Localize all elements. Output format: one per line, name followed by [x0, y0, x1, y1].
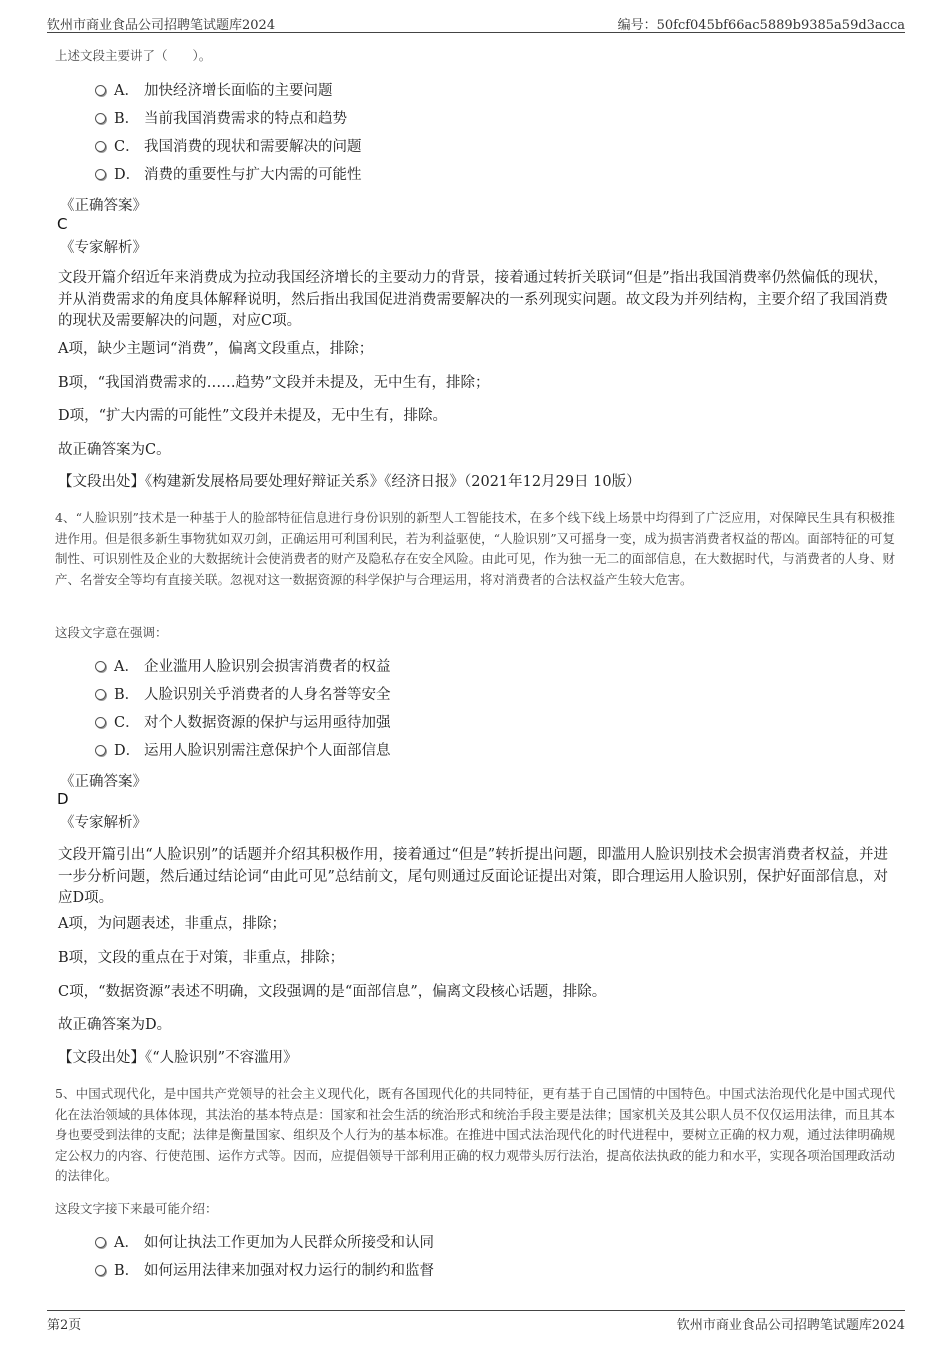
option-text: 消费的重要性与扩大内需的可能性 — [144, 167, 362, 183]
q4-analysis-line-a: A项，为问题表述，非重点，排除； — [58, 916, 286, 932]
q3-analysis-line-d: D项，“扩大内需的可能性”文段并未提及，无中生有，排除。 — [58, 408, 447, 424]
q3-analysis-label: 《专家解析》 — [60, 240, 147, 256]
q4-option-d[interactable] — [95, 740, 391, 762]
option-letter: B． — [114, 111, 140, 127]
option-text: 当前我国消费需求的特点和趋势 — [144, 111, 347, 127]
page-header — [47, 12, 905, 33]
q4-analysis-line-b: B项，文段的重点在于对策，非重点，排除； — [58, 950, 345, 966]
q3-option-d[interactable] — [95, 164, 362, 186]
q4-stem: 4、“人脸识别”技术是一种基于人的脸部特征信息进行身份识别的新型人工智能技术，在多个线下线上场景中均得到了广泛应用，对保障民生具有积极推进作用。但是很多新生事物犹如双刃剑，正确运用可利国利民，若为利益驱使，“人脸识别”又可摇身一变，成为损害消费者权益的帮凶。面部特征的可复制性、可识别性及企业的大数据统计会使消费者的财产及隐私存在安全风险。由此可见，作为独一无二的面部信息，在大数据时代，与消费者的人身、财产、名誉安全等均有直接关联。忽视对这一数据资源的科学保护与合理运用，将对消费者的合法权益产生较大危害。 — [55, 510, 895, 587]
option-letter: D． — [114, 743, 141, 759]
q3-analysis-line-b: B项，“我国消费需求的……趋势”文段并未提及，无中生有，排除； — [58, 375, 490, 391]
q4-option-c[interactable] — [95, 712, 391, 734]
q4-analysis: 文段开篇引出“人脸识别”的话题并介绍其积极作用，接着通过“但是”转折提出问题，即滥用人脸识别技术会损害消费者权益，并进一步分析问题，然后通过结论词“由此可见”总结前文，尾句则通过反面论证提出对策，即合理运用人脸识别，保护好面部信息，对应D项。 — [58, 847, 888, 906]
option-text: 人脸识别关乎消费者的人身名誉等安全 — [144, 687, 391, 703]
radio-icon[interactable] — [95, 661, 106, 672]
q5-option-a[interactable] — [95, 1232, 434, 1254]
option-text: 如何让执法工作更加为人民群众所接受和认同 — [144, 1235, 434, 1251]
radio-icon[interactable] — [95, 169, 106, 180]
option-text: 如何运用法律来加强对权力运行的制约和监督 — [144, 1263, 434, 1279]
option-letter: C． — [114, 715, 140, 731]
q3-analysis-line-a: A项，缺少主题词“消费”，偏离文段重点，排除； — [58, 341, 374, 357]
header-title: 钦州市商业食品公司招聘笔试题库2024 — [47, 18, 276, 33]
q3-source: 【文段出处】《构建新发展格局要处理好辩证关系》《经济日报》（2021年12月29日 10版） — [58, 474, 641, 490]
q5-option-b[interactable] — [95, 1260, 434, 1282]
radio-icon[interactable] — [95, 141, 106, 152]
q4-answer-label: 《正确答案》 — [60, 774, 147, 790]
option-letter: A． — [114, 1235, 139, 1251]
radio-icon[interactable] — [95, 1265, 106, 1276]
radio-icon[interactable] — [95, 1237, 106, 1248]
option-text: 运用人脸识别需注意保护个人面部信息 — [144, 743, 391, 759]
radio-icon[interactable] — [95, 717, 106, 728]
q4-prompt: 这段文字意在强调： — [55, 625, 168, 640]
q3-conclusion: 故正确答案为C。 — [58, 442, 171, 458]
radio-icon[interactable] — [95, 113, 106, 124]
q3-prompt: 上述文段主要讲了（ ）。 — [55, 48, 212, 63]
option-text: 企业滥用人脸识别会损害消费者的权益 — [144, 659, 391, 675]
q4-analysis-label: 《专家解析》 — [60, 815, 147, 831]
q4-analysis-line-c: C项，“数据资源”表述不明确，文段强调的是“面部信息”，偏离文段核心话题，排除。 — [58, 984, 607, 1000]
q5-prompt: 这段文字接下来最可能介绍： — [55, 1201, 218, 1216]
page-footer — [47, 1310, 905, 1333]
q3-answer: C — [57, 215, 68, 233]
q3-answer-label: 《正确答案》 — [60, 198, 147, 214]
q3-option-b[interactable] — [95, 108, 347, 130]
option-letter: B． — [114, 687, 140, 703]
q3-analysis: 文段开篇介绍近年来消费成为拉动我国经济增长的主要动力的背景，接着通过转折关联词“但是”指出我国消费率仍然偏低的现状，并从消费需求的角度具体解释说明，然后指出我国促进消费需要解决的一系列现实问题。故文段为并列结构，主要介绍了我国消费的现状及需要解决的问题，对应C项。 — [58, 270, 888, 329]
q3-option-c[interactable] — [95, 136, 362, 158]
q4-conclusion: 故正确答案为D。 — [58, 1017, 172, 1033]
q5-stem: 5、中国式现代化，是中国共产党领导的社会主义现代化，既有各国现代化的共同特征，更有基于自己国情的中国特色。中国式法治现代化是中国式现代化在法治领域的具体体现，其法治的基本特点是：国家和社会生活的统治形式和统治手段主要是法律；国家机关及其公职人员不仅仅运用法律，而且其本身也要受到法律的支配；法律是衡量国家、组织及个人行为的基本标准。在推进中国式法治现代化的时代进程中，要树立正确的权力观，通过法律明确规定公权力的内容、行使范围、运作方式等。因而，应提倡领导干部利用正确的权力观带头厉行法治，提高依法执政的能力和水平，实现各项治国理政活动的法律化。 — [55, 1086, 895, 1183]
option-letter: D． — [114, 167, 141, 183]
q4-option-a[interactable] — [95, 656, 391, 678]
option-letter: C． — [114, 139, 140, 155]
q4-answer: D — [57, 790, 69, 808]
header-code: 编号：50fcf045bf66ac5889b9385a59d3acca — [617, 18, 905, 33]
page-number: 第2页 — [47, 1318, 82, 1333]
option-text: 加快经济增长面临的主要问题 — [144, 83, 333, 99]
radio-icon[interactable] — [95, 689, 106, 700]
option-letter: A． — [114, 83, 139, 99]
q3-option-a[interactable] — [95, 80, 333, 102]
footer-title: 钦州市商业食品公司招聘笔试题库2024 — [676, 1318, 905, 1333]
option-letter: B． — [114, 1263, 140, 1279]
q4-option-b[interactable] — [95, 684, 391, 706]
radio-icon[interactable] — [95, 85, 106, 96]
q4-source: 【文段出处】《“人脸识别”不容滥用》 — [58, 1050, 298, 1066]
option-letter: A． — [114, 659, 139, 675]
option-text: 对个人数据资源的保护与运用亟待加强 — [144, 715, 391, 731]
option-text: 我国消费的现状和需要解决的问题 — [144, 139, 362, 155]
radio-icon[interactable] — [95, 745, 106, 756]
